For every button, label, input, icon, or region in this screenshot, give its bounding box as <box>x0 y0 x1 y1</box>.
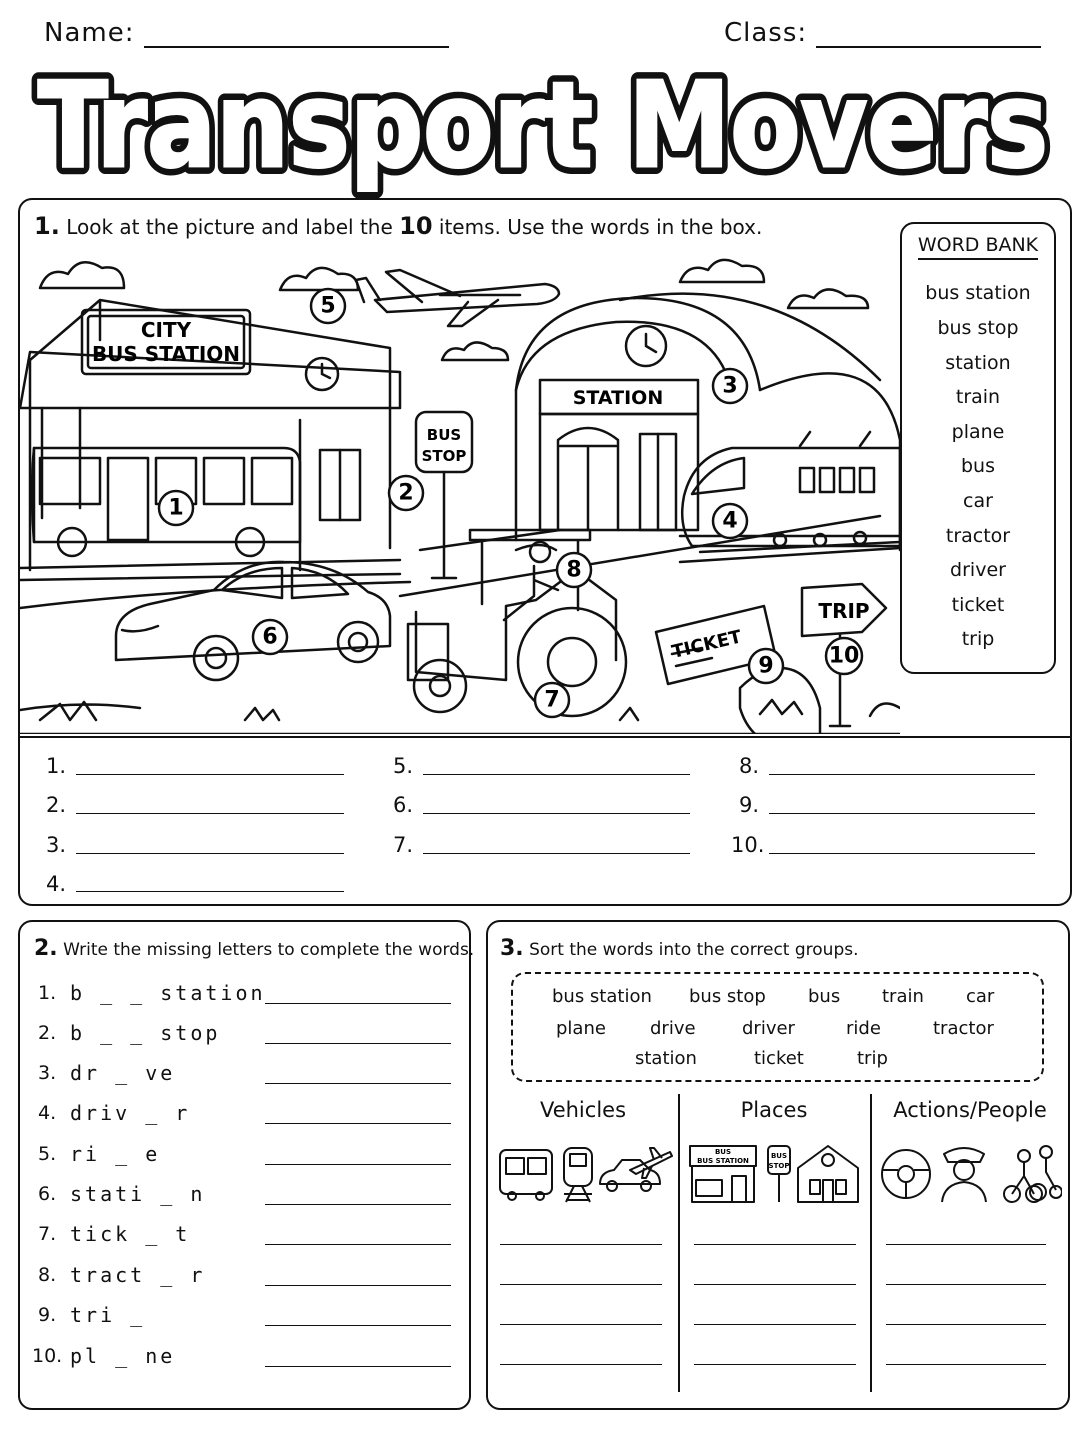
section-1-divider <box>18 736 1072 738</box>
missing-letter-word: b _ _ station <box>70 981 266 1005</box>
sort-answer-line[interactable] <box>500 1244 662 1245</box>
train-icon <box>680 432 900 562</box>
missing-letter-number: 6. <box>38 1183 57 1205</box>
column-title-actions-people: Actions/People <box>893 1098 1047 1122</box>
icon-sign-bus-stop-bottom: STOP <box>768 1162 790 1170</box>
missing-letter-number: 2. <box>38 1022 57 1044</box>
missing-letter-answer[interactable] <box>265 1003 451 1004</box>
name-label: Name: <box>44 18 135 48</box>
marker-9 <box>749 649 783 683</box>
svg-text:7: 7 <box>544 687 560 713</box>
missing-letter-word: tick _ t <box>70 1222 191 1246</box>
bus-icon <box>500 1150 552 1200</box>
answer-number: 3. <box>46 833 67 857</box>
column-divider <box>678 1094 680 1392</box>
missing-letter-answer[interactable] <box>265 1204 451 1205</box>
icon-sign-bus-stop-top: BUS <box>770 1152 788 1160</box>
missing-letter-answer[interactable] <box>265 1366 451 1367</box>
sign-station: STATION <box>572 387 664 409</box>
name-field[interactable] <box>144 46 449 48</box>
answer-number: 8. <box>739 754 760 778</box>
word-bank-item: car <box>963 490 993 512</box>
sort-word: ticket <box>754 1048 804 1069</box>
missing-letter-answer[interactable] <box>265 1123 451 1124</box>
answer-line[interactable] <box>76 813 344 814</box>
column-title-vehicles: Vehicles <box>539 1098 627 1122</box>
sort-answer-line[interactable] <box>694 1284 856 1285</box>
sort-word: tractor <box>933 1018 994 1039</box>
answer-line[interactable] <box>76 853 344 854</box>
word-bank-item: bus <box>960 455 995 477</box>
answer-line[interactable] <box>423 774 690 775</box>
answer-number: 4. <box>46 872 67 896</box>
sign-bus-station: BUS STATION <box>91 342 241 366</box>
marker-1 <box>159 491 193 525</box>
marker-10 <box>826 638 862 674</box>
sort-answer-line[interactable] <box>886 1364 1046 1365</box>
actions-people-icons <box>878 1140 1062 1204</box>
cloud-icon <box>40 262 124 288</box>
ticket-icon <box>656 606 820 734</box>
missing-letter-number: 8. <box>38 1264 57 1286</box>
marker-6 <box>253 620 287 654</box>
plane-icon <box>356 270 559 326</box>
sort-answer-line[interactable] <box>694 1244 856 1245</box>
steering-wheel-icon <box>882 1150 930 1198</box>
missing-letter-word: b _ _ stop <box>70 1021 221 1045</box>
sort-answer-line[interactable] <box>886 1324 1046 1325</box>
word-bank-item: train <box>955 386 1001 408</box>
answer-number: 7. <box>393 833 414 857</box>
section-2-instruction: 2. Write the missing letters to complete the words. <box>34 936 475 961</box>
missing-letter-answer[interactable] <box>265 1083 451 1084</box>
missing-letter-number: 3. <box>38 1062 57 1084</box>
svg-text:9: 9 <box>758 653 774 679</box>
missing-letter-number: 1. <box>38 982 57 1004</box>
sign-trip: TRIP <box>818 599 870 623</box>
sort-answer-line[interactable] <box>886 1284 1046 1285</box>
column-divider <box>870 1094 872 1392</box>
sort-answer-line[interactable] <box>886 1244 1046 1245</box>
sort-word: plane <box>556 1018 606 1039</box>
word-bank-title: WORD BANK <box>900 234 1056 256</box>
sort-word: car <box>966 986 995 1007</box>
answer-line[interactable] <box>423 853 690 854</box>
column-title-places: Places <box>740 1098 808 1122</box>
missing-letter-answer[interactable] <box>265 1164 451 1165</box>
answer-number: 6. <box>393 793 414 817</box>
transport-scene <box>20 240 900 734</box>
sign-bus-stop-top: BUS <box>426 426 462 444</box>
train-icon <box>564 1148 592 1202</box>
sort-word: driver <box>742 1018 795 1039</box>
title-outline: Transport Movers <box>38 58 1048 194</box>
missing-letter-number: 7. <box>38 1223 57 1245</box>
cloud-icon <box>442 342 508 360</box>
answer-line[interactable] <box>76 774 344 775</box>
marker-2 <box>389 476 423 510</box>
sign-ticket: TICKET <box>669 626 744 663</box>
missing-letter-answer[interactable] <box>265 1285 451 1286</box>
missing-letter-answer[interactable] <box>265 1043 451 1044</box>
svg-text:1: 1 <box>168 495 184 521</box>
answer-line[interactable] <box>769 853 1035 854</box>
missing-letter-word: stati _ n <box>70 1182 206 1206</box>
plane-icon <box>630 1148 672 1178</box>
title-fill: Transport Movers <box>38 58 1048 194</box>
missing-letter-number: 4. <box>38 1102 57 1124</box>
sort-answer-line[interactable] <box>500 1324 662 1325</box>
icon-sign-bus: BUS <box>714 1148 732 1156</box>
missing-letter-word: pl _ ne <box>70 1344 176 1368</box>
word-bank-item: bus stop <box>937 317 1019 339</box>
sort-word: train <box>882 986 924 1007</box>
sort-word: station <box>635 1048 697 1069</box>
missing-letter-word: dr _ ve <box>70 1061 176 1085</box>
missing-letter-word: driv _ r <box>70 1101 191 1125</box>
sort-word: drive <box>650 1018 696 1039</box>
word-bank-item: station <box>945 352 1011 374</box>
marker-3 <box>713 369 747 403</box>
missing-letter-word: ri _ e <box>70 1142 161 1166</box>
cloud-icon <box>680 260 764 282</box>
sign-bus-stop-bottom: STOP <box>421 447 467 465</box>
class-label: Class: <box>724 18 808 48</box>
marker-4 <box>713 504 747 538</box>
word-bank-item: driver <box>950 559 1006 581</box>
sign-city: CITY <box>140 318 192 342</box>
missing-letter-number: 5. <box>38 1143 57 1165</box>
answer-line[interactable] <box>769 813 1035 814</box>
class-field[interactable] <box>816 46 1041 48</box>
svg-text:4: 4 <box>722 508 738 534</box>
answer-number: 9. <box>739 793 760 817</box>
answer-number: 5. <box>393 754 414 778</box>
places-icons <box>686 1140 866 1204</box>
sort-word: ride <box>846 1018 881 1039</box>
svg-text:10: 10 <box>828 643 860 669</box>
marker-8 <box>557 553 591 587</box>
word-bank-item: ticket <box>951 594 1005 616</box>
station-icon <box>798 1146 858 1202</box>
driver-icon <box>942 1148 986 1202</box>
sort-answer-line[interactable] <box>694 1324 856 1325</box>
sort-word: bus station <box>552 986 652 1007</box>
cyclists-icon <box>1004 1146 1062 1202</box>
missing-letter-answer[interactable] <box>265 1325 451 1326</box>
car-icon <box>116 562 390 680</box>
answer-line[interactable] <box>76 891 344 892</box>
sort-answer-line[interactable] <box>500 1364 662 1365</box>
word-bank-item: tractor <box>945 525 1011 547</box>
section-1-instruction: 1. Look at the picture and label the 10 items. Use the words in the box. <box>34 212 763 240</box>
word-bank-item: bus station <box>925 282 1031 304</box>
icon-sign-bus-station: BUS STATION <box>697 1157 749 1165</box>
missing-letter-word: tri _ <box>70 1303 146 1327</box>
word-bank-item: trip <box>961 628 995 650</box>
svg-text:5: 5 <box>320 293 336 319</box>
missing-letter-word: tract _ r <box>70 1263 206 1287</box>
answer-line[interactable] <box>769 774 1035 775</box>
sort-word: trip <box>857 1048 888 1069</box>
vehicles-icons <box>494 1140 674 1204</box>
sort-word: bus stop <box>689 986 766 1007</box>
marker-5 <box>311 289 345 323</box>
sort-word: bus <box>808 986 841 1007</box>
answer-number: 2. <box>46 793 67 817</box>
answer-number: 10. <box>731 833 765 857</box>
train-station-building <box>516 294 900 550</box>
answer-line[interactable] <box>423 813 690 814</box>
worksheet-title <box>0 58 1086 198</box>
svg-text:6: 6 <box>262 624 278 650</box>
svg-text:8: 8 <box>566 557 582 583</box>
car-icon <box>600 1160 660 1191</box>
missing-letter-number: 10. <box>32 1345 63 1367</box>
svg-text:3: 3 <box>722 373 738 399</box>
section-3-instruction: 3. Sort the words into the correct groups. <box>500 936 859 961</box>
sort-answer-line[interactable] <box>694 1364 856 1365</box>
sort-answer-line[interactable] <box>500 1284 662 1285</box>
marker-7 <box>535 683 569 717</box>
missing-letter-answer[interactable] <box>265 1244 451 1245</box>
word-bank-item: plane <box>951 421 1005 443</box>
cloud-icon <box>788 289 868 308</box>
svg-text:2: 2 <box>398 480 414 506</box>
answer-number: 1. <box>46 754 67 778</box>
cloud-icon <box>280 268 358 290</box>
tractor-icon <box>408 530 626 716</box>
missing-letter-number: 9. <box>38 1304 57 1326</box>
